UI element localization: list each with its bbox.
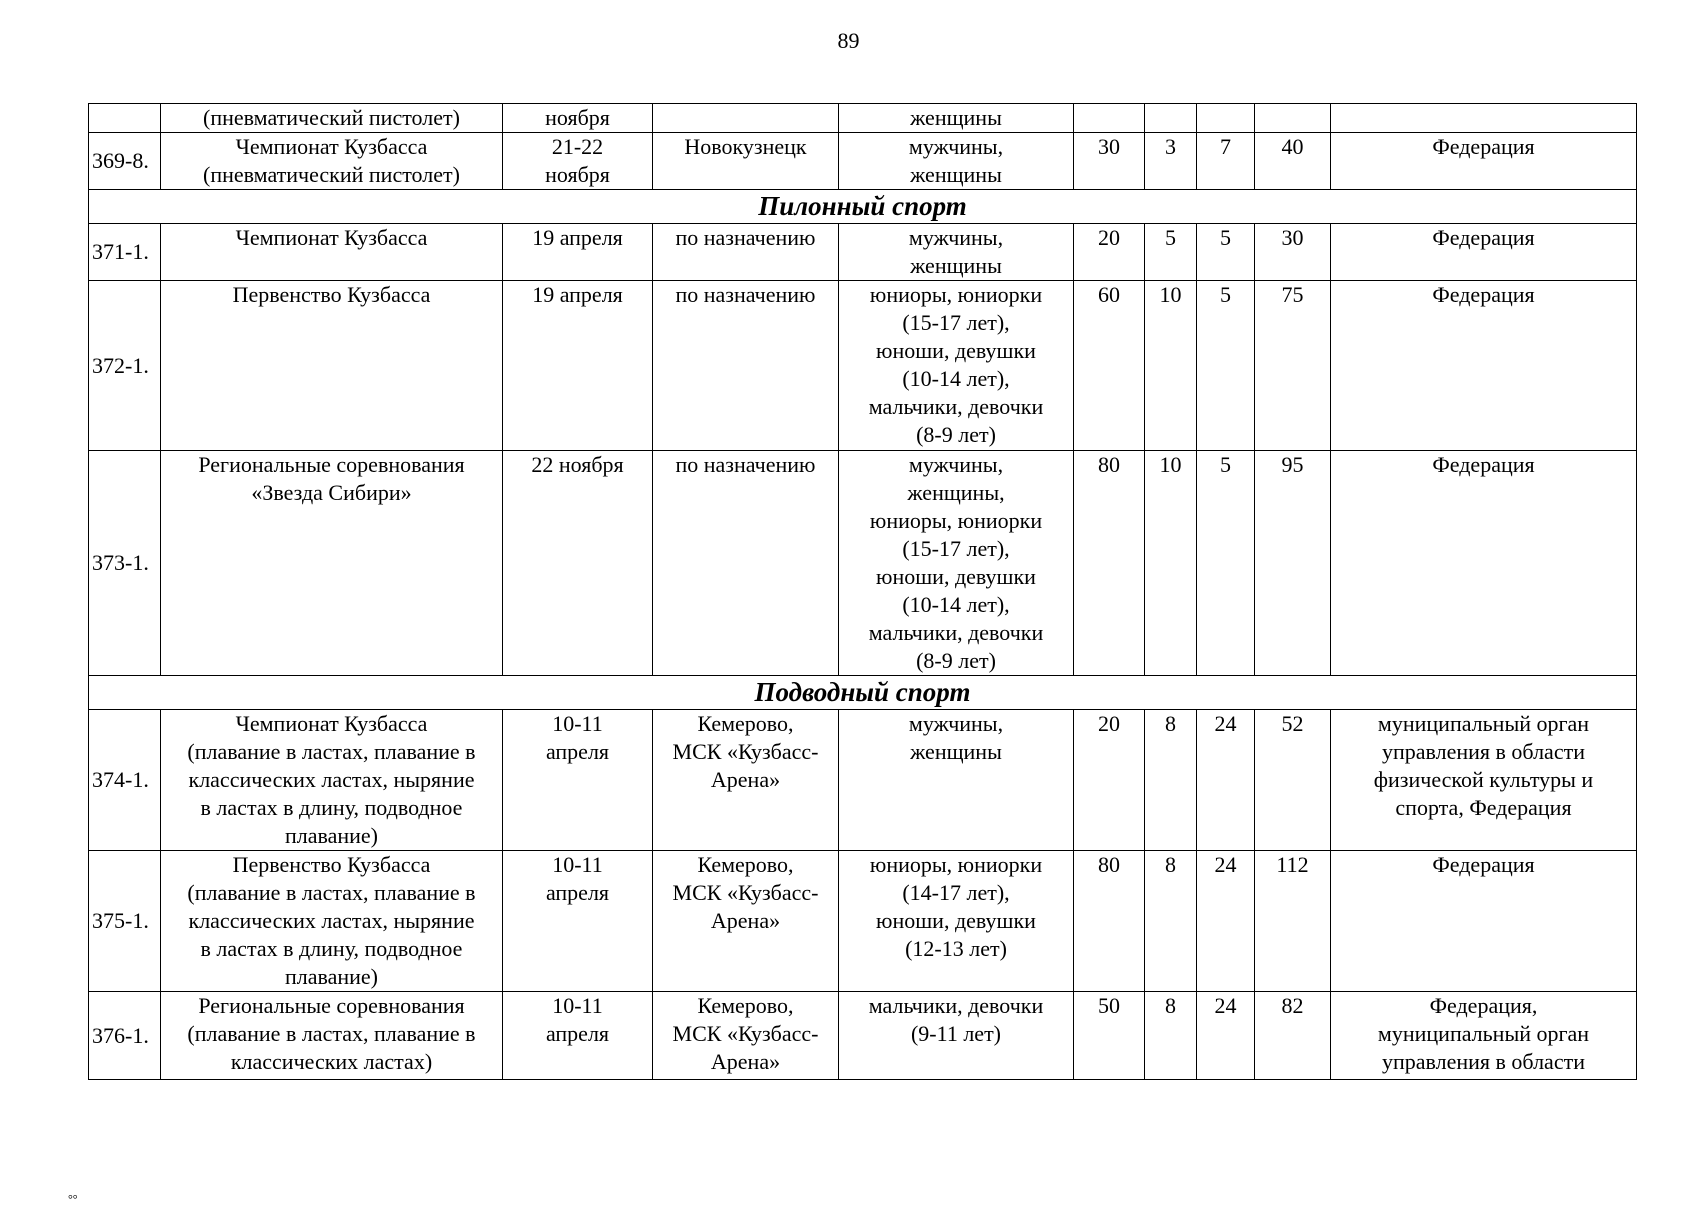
row-number: 374-1. [89, 710, 161, 851]
event-place [653, 104, 839, 133]
event-date: 19 апреля [503, 281, 653, 451]
count-athletes: 80 [1074, 451, 1145, 676]
participants: мужчины, женщины [839, 133, 1074, 190]
count-athletes: 50 [1074, 992, 1145, 1080]
event-place: Кемерово, МСК «Кузбасс- Арена» [653, 992, 839, 1080]
count-judges: 5 [1197, 451, 1255, 676]
participants: юниоры, юниорки (14-17 лет), юноши, девушки (12-13 лет) [839, 851, 1074, 992]
section-title: Пилонный спорт [89, 190, 1637, 224]
count-coaches: 3 [1145, 133, 1197, 190]
event-name: Чемпионат Кузбасса (плавание в ластах, плавание в классических ластах, ныряние в ластах в длину, подводное плавание) [161, 710, 503, 851]
participants: юниоры, юниорки (15-17 лет), юноши, девушки (10-14 лет), мальчики, девочки (8-9 лет) [839, 281, 1074, 451]
table-row [89, 451, 1637, 676]
participants: женщины [839, 104, 1074, 133]
organizer: Федерация, муниципальный орган управления в области [1331, 992, 1637, 1080]
event-name: Чемпионат Кузбасса (пневматический пистолет) [161, 133, 503, 190]
row-number: 369-8. [89, 133, 161, 190]
event-place: Кемерово, МСК «Кузбасс- Арена» [653, 851, 839, 992]
count-athletes [1074, 104, 1145, 133]
participants: мальчики, девочки (9-11 лет) [839, 992, 1074, 1080]
event-place: Кемерово, МСК «Кузбасс- Арена» [653, 710, 839, 851]
event-name: Первенство Кузбасса (плавание в ластах, плавание в классических ластах, ныряние в ластах в длину, подводное плавание) [161, 851, 503, 992]
count-judges: 5 [1197, 281, 1255, 451]
count-coaches [1145, 104, 1197, 133]
event-date: 21-22 ноября [503, 133, 653, 190]
count-total: 52 [1255, 710, 1331, 851]
count-coaches: 8 [1145, 992, 1197, 1080]
event-place: по назначению [653, 224, 839, 281]
event-date: 10-11 апреля [503, 992, 653, 1080]
count-total: 82 [1255, 992, 1331, 1080]
count-athletes: 60 [1074, 281, 1145, 451]
section-title: Подводный спорт [89, 676, 1637, 710]
count-coaches: 10 [1145, 281, 1197, 451]
footer-mark: °° [68, 1192, 78, 1206]
count-total [1255, 104, 1331, 133]
count-total: 75 [1255, 281, 1331, 451]
event-date: 10-11 апреля [503, 851, 653, 992]
row-number: 373-1. [89, 451, 161, 676]
count-judges: 24 [1197, 710, 1255, 851]
table-row [89, 992, 1637, 1080]
count-coaches: 10 [1145, 451, 1197, 676]
event-name: Региональные соревнования (плавание в ластах, плавание в классических ластах) [161, 992, 503, 1080]
count-athletes: 20 [1074, 710, 1145, 851]
count-athletes: 80 [1074, 851, 1145, 992]
row-number: 375-1. [89, 851, 161, 992]
event-name: (пневматический пистолет) [161, 104, 503, 133]
count-judges: 24 [1197, 851, 1255, 992]
count-coaches: 5 [1145, 224, 1197, 281]
count-total: 112 [1255, 851, 1331, 992]
count-judges: 7 [1197, 133, 1255, 190]
event-name: Чемпионат Кузбасса [161, 224, 503, 281]
count-athletes: 20 [1074, 224, 1145, 281]
section-header-row [89, 190, 1637, 224]
organizer: Федерация [1331, 281, 1637, 451]
count-coaches: 8 [1145, 710, 1197, 851]
row-number [89, 104, 161, 133]
row-number: 372-1. [89, 281, 161, 451]
events-table [88, 103, 1637, 1080]
participants: мужчины, женщины [839, 710, 1074, 851]
row-number: 371-1. [89, 224, 161, 281]
participants: мужчины, женщины, юниоры, юниорки (15-17 лет), юноши, девушки (10-14 лет), мальчики, девочки (8-9 лет) [839, 451, 1074, 676]
participants: мужчины, женщины [839, 224, 1074, 281]
count-total: 40 [1255, 133, 1331, 190]
table-row [89, 851, 1637, 992]
row-number: 376-1. [89, 992, 161, 1080]
event-name: Региональные соревнования «Звезда Сибири» [161, 451, 503, 676]
event-place: по назначению [653, 281, 839, 451]
table-row [89, 281, 1637, 451]
event-date: ноября [503, 104, 653, 133]
organizer: Федерация [1331, 133, 1637, 190]
count-total: 95 [1255, 451, 1331, 676]
count-athletes: 30 [1074, 133, 1145, 190]
event-date: 10-11 апреля [503, 710, 653, 851]
event-date: 19 апреля [503, 224, 653, 281]
event-name: Первенство Кузбасса [161, 281, 503, 451]
page-number: 89 [837, 28, 860, 53]
organizer: Федерация [1331, 851, 1637, 992]
count-judges: 5 [1197, 224, 1255, 281]
organizer: Федерация [1331, 451, 1637, 676]
table-row [89, 710, 1637, 851]
event-place: по назначению [653, 451, 839, 676]
organizer: муниципальный орган управления в области физической культуры и спорта, Федерация [1331, 710, 1637, 851]
table-row [89, 224, 1637, 281]
section-header-row [89, 676, 1637, 710]
count-judges: 24 [1197, 992, 1255, 1080]
count-total: 30 [1255, 224, 1331, 281]
table-row [89, 133, 1637, 190]
event-place: Новокузнецк [653, 133, 839, 190]
organizer [1331, 104, 1637, 133]
count-coaches: 8 [1145, 851, 1197, 992]
event-date: 22 ноября [503, 451, 653, 676]
table-row [89, 104, 1637, 133]
organizer: Федерация [1331, 224, 1637, 281]
count-judges [1197, 104, 1255, 133]
